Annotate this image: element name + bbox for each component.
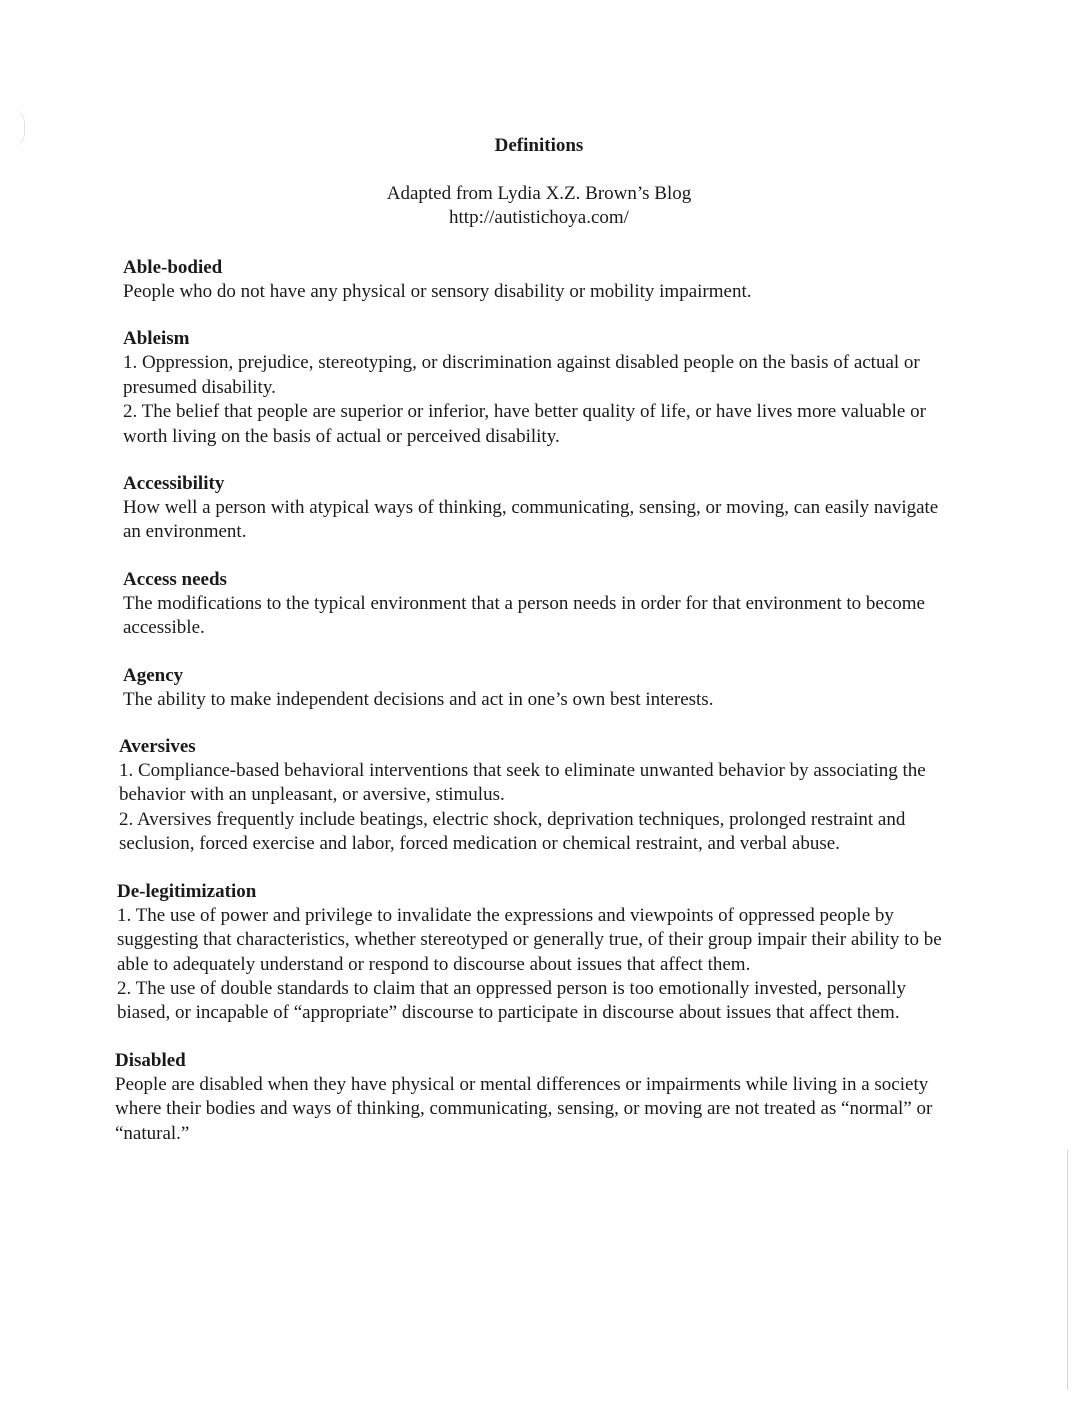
term-definition — [115, 1073, 953, 1146]
term-definition — [123, 280, 953, 304]
term-accessibility — [123, 472, 953, 545]
source-url-line: http://autistichoya.com/ — [449, 207, 629, 228]
term-able-bodied — [123, 256, 953, 304]
document-title: Definitions — [494, 135, 584, 156]
term-heading: Access needs — [123, 568, 227, 590]
definition-paragraph: People are disabled when they have physical or mental differences or impairments while living in a society where their bodies and ways of thinking, communicating, sensing, or moving are not treated as “normal” or “natural.” — [115, 1073, 933, 1144]
term-definition — [119, 759, 953, 857]
source-attribution — [0, 182, 1078, 230]
term-heading: De-legitimization — [117, 880, 257, 902]
scan-edge-artifact — [1067, 1150, 1068, 1390]
definition-paragraph: 1. Compliance-based behavioral interventions that seek to eliminate unwanted behavior by associating the behavior with an unpleasant, or aversive, stimulus. — [119, 760, 926, 806]
definition-paragraph: 2. The use of double standards to claim that an oppressed person is too emotionally invested, personally biased, or incapable of “appropriate” discourse to participate in discourse about issues that affect them. — [117, 977, 907, 1024]
term-agency — [123, 664, 953, 712]
definitions-list — [115, 256, 953, 1169]
term-heading: Accessibility — [123, 473, 225, 495]
term-heading: Able-bodied — [123, 257, 223, 278]
definition-paragraph: 2. Aversives frequently include beatings, electric shock, deprivation techniques, prolonged restraint and seclusion, forced exercise and labor, forced medication or chemical restraint, and verbal abuse. — [119, 808, 906, 855]
term-ableism — [123, 327, 953, 449]
term-definition — [123, 592, 953, 641]
definition-paragraph: People who do not have any physical or sensory disability or mobility impairment. — [123, 281, 752, 302]
definition-paragraph: 1. Oppression, prejudice, stereotyping, or discrimination against disabled people on the basis of actual or presumed disability. — [123, 352, 920, 398]
term-de-legitimization — [117, 880, 953, 1026]
term-definition — [123, 351, 953, 449]
term-heading: Disabled — [115, 1049, 186, 1071]
term-definition — [117, 904, 953, 1026]
definition-paragraph: 2. The belief that people are superior or inferior, have better quality of life, or have lives more valuable or worth living on the basis of actual or perceived disability. — [123, 401, 926, 447]
term-heading: Ableism — [123, 328, 190, 350]
term-disabled — [115, 1049, 953, 1146]
term-heading: Agency — [123, 664, 184, 686]
term-heading: Aversives — [119, 736, 196, 758]
term-aversives — [119, 735, 953, 857]
definition-paragraph: The ability to make independent decisions and act in one’s own best interests. — [123, 688, 714, 710]
term-access-needs — [123, 568, 953, 641]
definition-paragraph: 1. The use of power and privilege to invalidate the expressions and viewpoints of oppressed people by suggesting that characteristics, whether stereotyped or generally true, of their group impair their ability to be able to adequately understand or respond to discourse about issues that affect them. — [117, 904, 942, 975]
source-blog-line: Adapted from Lydia X.Z. Brown’s Blog — [386, 183, 692, 204]
definition-paragraph: The modifications to the typical environment that a person needs in order for that environment to become accessible. — [123, 592, 925, 639]
definition-paragraph: How well a person with atypical ways of thinking, communicating, sensing, or moving, can easily navigate an environment. — [123, 497, 939, 543]
term-definition — [123, 496, 953, 545]
term-definition — [123, 688, 953, 712]
